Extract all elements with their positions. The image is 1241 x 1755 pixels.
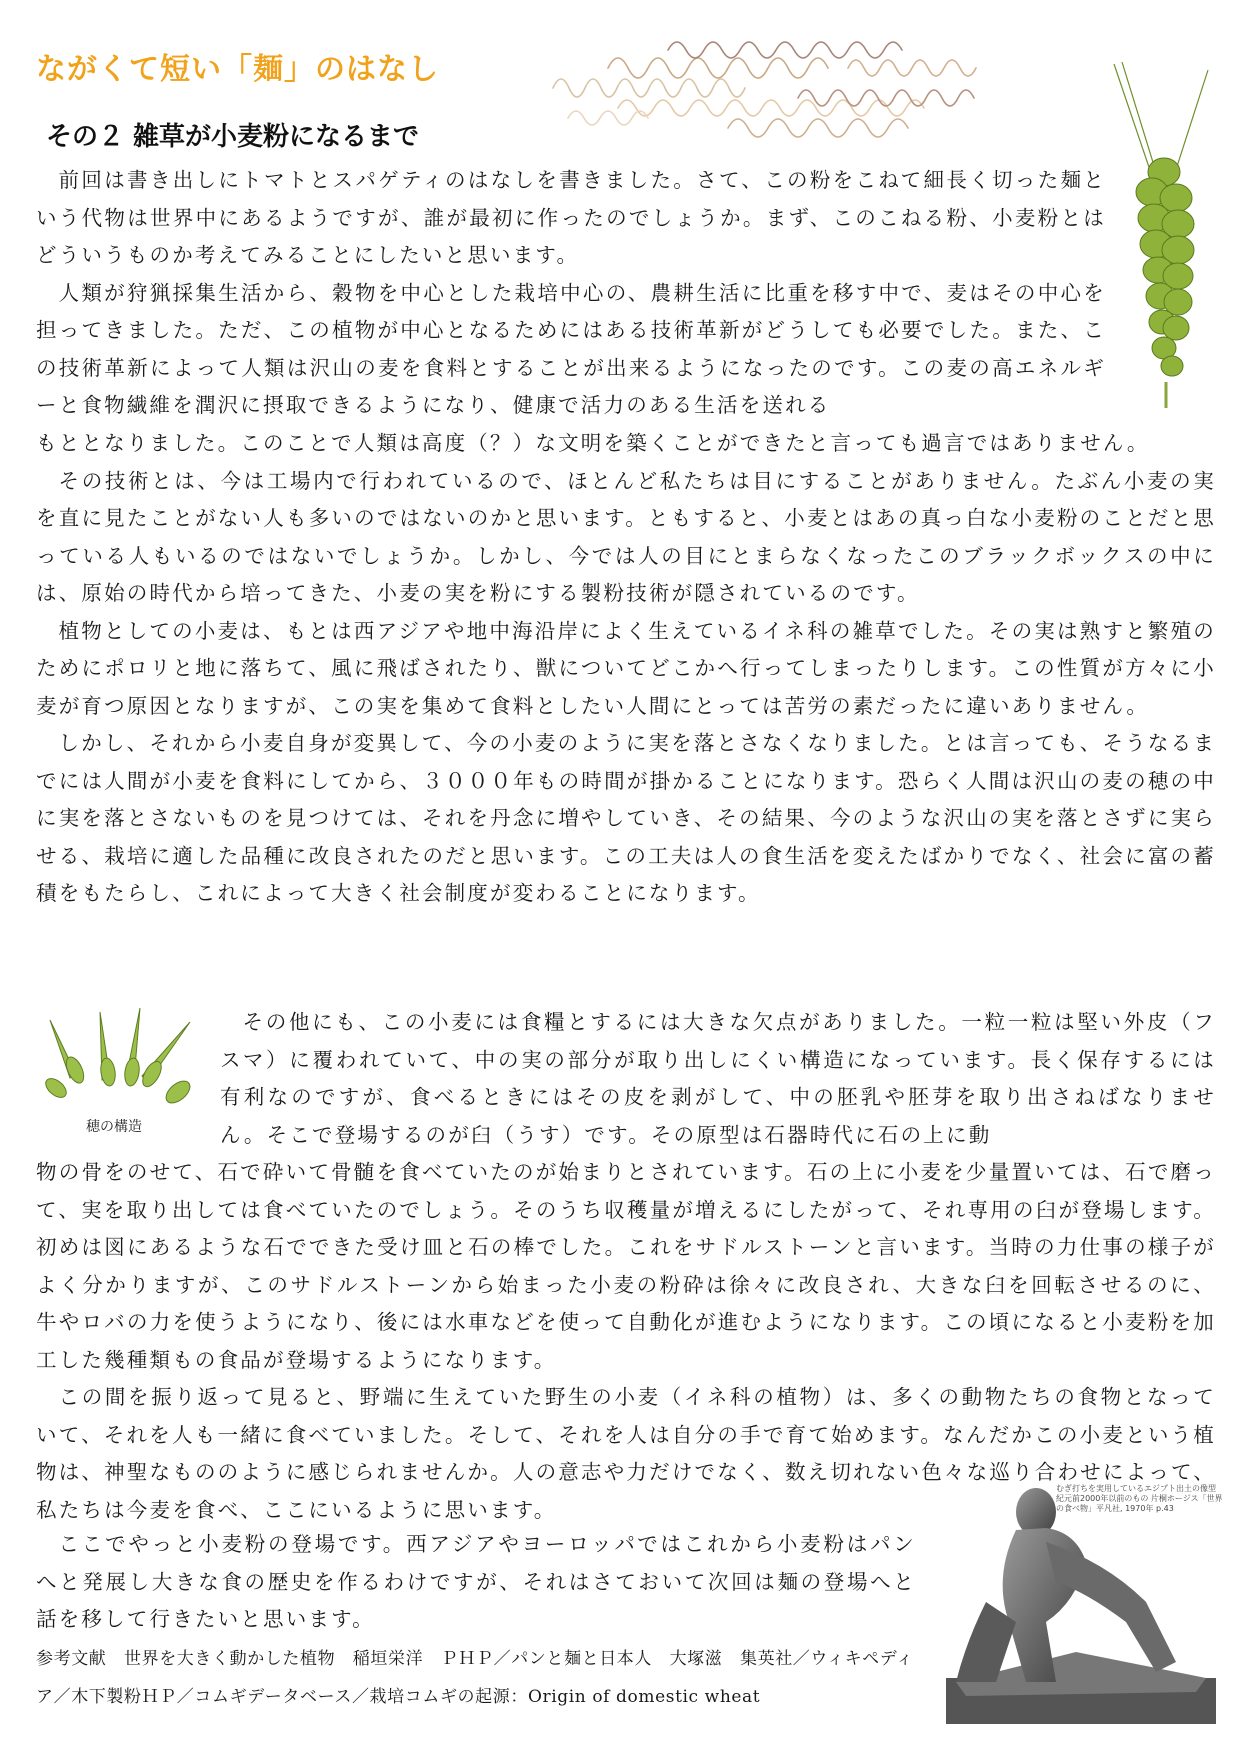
paragraph-2a: 人類が狩猟採集生活から、穀物を中心とした栽培中心の、農耕生活に比重を移す中で、麦はその中心を担ってきました。ただ、この植物が中心となるためにはある技術革新がどうしても必要でした。また、この技術革新によって人類は沢山の麦を食料とすることが出来るようになったのです。この麦の高エネルギーと食物繊維を潤沢に摂取できるようになり、健康で活力のある生活を送れる: [36, 280, 1106, 417]
text-block-4: [36, 1154, 1216, 1529]
paragraph-6b: 物の骨をのせて、石で砕いて骨髄を食べていたのが始まりとされています。石の上に小麦を少量置いては、石で磨って、実を取り出しては食べていたのでしょう。そのうち収穫量が増えるにしたがって、それ専用の臼が登場します。初めは図にあるような石でできた受け皿と石の棒でした。これをサドルストーンと言います。当時の力仕事の様子がよく分かりますが、このサドルストーンから始まった小麦の粉砕は徐々に改良され、大きな臼を回転させるのに、牛やロバの力を使うようになり、後には水車などを使って自動化が進むようになります。この頃になると小麦粉を加工した幾種類もの食品が登場するようになります。: [36, 1160, 1216, 1372]
references: [36, 1640, 916, 1716]
text-block-1: [36, 162, 1106, 425]
page-title: ながくて短い「麺」のはなし: [36, 52, 439, 87]
paragraph-7: この間を振り返って見ると、野端に生えていた野生の小麦（イネ科の植物）は、多くの動物たちの食物となっていて、それを人も一緒に食べていました。そして、それを人は自分の手で育て始めます。なんだかこの小麦という植物は、神聖なもののように感じられませんか。人の意志や力だけでなく、数え切れない色々な巡り合わせによって、私たちは今麦を食べ、ここにいるように思います。: [36, 1385, 1216, 1522]
decorative-noodle-scribble: [548, 28, 1018, 158]
spikelet-caption: 穂の構造: [86, 1119, 142, 1135]
text-block-5: [36, 1526, 916, 1639]
page-subtitle: その２ 雑草が小麦粉になるまで: [46, 122, 420, 152]
paragraph-1: 前回は書き出しにトマトとスパゲティのはなしを書きました。さて、この粉をこねて細長く切った麺という代物は世界中にあるようですが、誰が最初に作ったのでしょうか。まず、このこねる粉、小麦粉とはどういうものか考えてみることにしたいと思います。: [36, 168, 1106, 267]
paragraph-4: 植物としての小麦は、もとは西アジアや地中海沿岸によく生えているイネ科の雑草でした。その実は熟すと繁殖のためにポロリと地に落ちて、風に飛ばされたり、獣についてどこかへ行ってしまったりします。この性質が方々に小麦が育つ原因となりますが、この実を集めて食料としたい人間にとっては苦労の素だったに違いありません。: [36, 618, 1216, 718]
text-block-2: [36, 425, 1216, 913]
paragraph-2b: もととなりました。このことで人類は高度（？）な文明を築くことができたと言っても過言ではありません。: [36, 431, 1150, 455]
text-block-3: [220, 1004, 1216, 1154]
statue-caption: むぎ打ちを実用しているエジプト出土の像型 紀元前2000年以前のもの 片桐ホージス「世界の食べ物」平凡社, 1970年 p.43: [1056, 1484, 1223, 1513]
spikelet-illustration: [30, 1000, 210, 1118]
grinding-statue-photo: [926, 1482, 1224, 1732]
paragraph-8: ここでやっと小麦粉の登場です。西アジアやヨーロッパではこれから小麦粉はパンへと発展し大きな食の歴史を作るわけですが、それはさておいて次回は麺の登場へと話を移して行きたいと思います。: [36, 1532, 916, 1631]
references-text: 参考文献 世界を大きく動かした植物 稲垣栄洋 ＰＨＰ／パンと麺と日本人 大塚滋 集英社／ウィキペディア／木下製粉ＨＰ／コムギデータベース／栽培コムギの起源：Origin of domestic wheat: [36, 1649, 914, 1707]
paragraph-3: その技術とは、今は工場内で行われているので、ほとんど私たちは目にすることがありません。たぶん小麦の実を直に見たことがない人も多いのではないのかと思います。ともすると、小麦とはあの真っ白な小麦粉のことだと思っている人もいるのではないでしょうか。しかし、今では人の目にとまらなくなったこのブラックボックスの中には、原始の時代から培ってきた、小麦の実を粉にする製粉技術が隠されているのです。: [36, 468, 1216, 605]
paragraph-6a: その他にも、この小麦には食糧とするには大きな欠点がありました。一粒一粒は堅い外皮（フスマ）に覆われていて、中の実の部分が取り出しにくい構造になっています。長く保存するには有利なのですが、食べるときにはその皮を剥がして、中の胚乳や胚芽を取り出さねばなりません。そこで登場するのが臼（うす）です。その原型は石器時代に石の上に動: [220, 1010, 1216, 1147]
wheat-ear-illustration: [1108, 62, 1220, 410]
paragraph-5: しかし、それから小麦自身が変異して、今の小麦のように実を落とさなくなりました。とは言っても、そうなるまでには人間が小麦を食料にしてから、３０００年もの時間が掛かることになります。恐らく人間は沢山の麦の穂の中に実を落とさないものを見つけては、それを丹念に増やしていき、その結果、今のような沢山の実を落とさずに実らせる、栽培に適した品種に改良されたのだと思います。この工夫は人の食生活を変えたばかりでなく、社会に富の蓄積をもたらし、これによって大きく社会制度が変わることになります。: [36, 731, 1216, 905]
